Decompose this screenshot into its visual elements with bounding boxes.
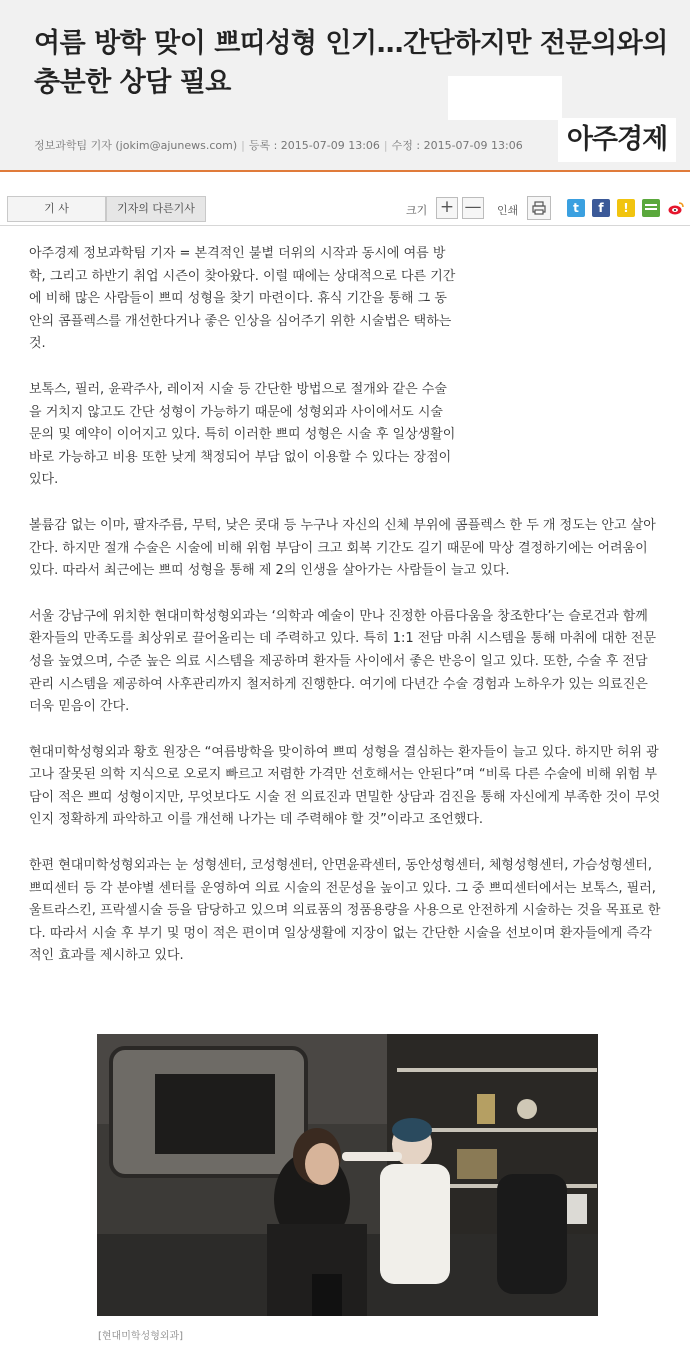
weibo-icon[interactable]	[667, 199, 685, 217]
band-icon[interactable]	[642, 199, 660, 217]
article-headline: 여름 방학 맞이 쁘띠성형 인기…간단하지만 전문의와의 충분한 상담 필요	[34, 28, 668, 98]
byline: 정보과학팀 기자 (jokim@ajunews.com) | 등록 : 2015-07-09 13:06 | 수정 : 2015-07-09 13:06	[34, 139, 523, 152]
headline-area	[0, 0, 690, 172]
ajunews-logo[interactable]: 아주경제	[558, 118, 676, 162]
paragraph: 서울 강남구에 위치한 현대미학성형외과는 ‘의학과 예술이 만나 진정한 아름다움을 창조한다’는 슬로건과 함께 환자들의 만족도를 최상위로 끌어올리는 데 주력하고 있다. 특히 1:1 전담 마취 시스템을 통해 마취에 대한 전문성을 높였으며, 수준 높은 의료 시스템을 제공하며 환자들 사이에서 좋은 반응이 일고 있다. 또한, 수술 후 전담 관리 시스템을 제공하여 사후관리까지 철저하게 진행한다. 여기에 다년간 수술 경험과 노하우가 있는 의료진은 더욱 믿음이 간다.	[29, 608, 657, 715]
paragraph: 현대미학성형외과 황호 원장은 “여름방학을 맞이하여 쁘띠 성형을 결심하는 환자들이 늘고 있다. 하지만 허위 광고나 잘못된 의학 지식으로 오로지 빠르고 저렴한 가격만 선호해서는 안된다”며 “비록 다른 수술에 비해 위험 부담이 적은 쁘띠 성형이지만, 무엇보다도 시술 전 의료진과 면밀한 상담과 검진을 통해 자신에게 부족한 것이 무엇인지 정확하게 파악하고 이를 개선해 나가는 데 주력해야 할 것”이라고 조언했다.	[29, 744, 661, 828]
print-label: 인쇄	[497, 204, 519, 217]
blank-ad-slot	[448, 76, 562, 120]
print-button[interactable]	[527, 196, 551, 220]
photo-caption: [현대미학성형외과]	[98, 1331, 184, 1342]
paragraph: 아주경제 정보과학팀 기자 = 본격적인 불볕 더위의 시작과 동시에 여름 방학, 그리고 하반기 취업 시즌이 찾아왔다. 이럴 때에는 상대적으로 다른 기간에 비해 많은 사람들이 쁘띠 성형을 찾기 마련이다. 휴식 기간을 통해 그 동안의 콤플렉스를 개선한다거나 좋은 인상을 심어주기 위한 시술법은 택하는 것.	[29, 246, 456, 352]
article-toolbar	[0, 192, 690, 226]
byline-author: 정보과학팀 기자 (jokim@ajunews.com)	[34, 139, 238, 152]
paragraph: 볼륨감 없는 이마, 팔자주름, 무턱, 낮은 콧대 등 누구나 자신의 신체 부위에 콤플렉스 한 두 개 정도는 안고 살아간다. 하지만 절개 수술은 시술에 비해 위험 부담이 크고 회복 기간도 길기 때문에 막상 결정하기에는 어려움이 있다. 따라서 최근에는 쁘띠 성형을 통해 제 2의 인생을 살아가는 사람들이 늘고 있다.	[29, 517, 656, 579]
font-size-label: 크기	[406, 204, 428, 217]
facebook-icon[interactable]: f	[592, 199, 610, 217]
byline-registered: 등록 : 2015-07-09 13:06	[248, 139, 380, 152]
tab-other-articles[interactable]: 기자의 다른기사	[106, 196, 206, 222]
printer-icon	[532, 201, 546, 215]
paragraph: 보톡스, 필러, 윤곽주사, 레이저 시술 등 간단한 방법으로 절개와 같은 수술을 거치지 않고도 간단 성형이 가능하기 때문에 성형외과 사이에서도 시술 문의 및 예약이 이어지고 있다. 특히 이러한 쁘띠 성형은 시술 후 일상생활이 바로 가능하고 비용 또한 낮게 책정되어 부담 없이 이용할 수 있다는 장점이 있다.	[29, 381, 456, 488]
paragraph: 한편 현대미학성형외과는 눈 성형센터, 코성형센터, 안면윤곽센터, 동안성형센터, 체형성형센터, 가슴성형센터, 쁘띠센터 등 각 분야별 센터를 운영하여 의료 시술의 전문성을 높이고 있다. 그 중 쁘띠센터에서는 보톡스, 필러, 울트라스킨, 프락셀시술 등을 담당하고 있으며 의료품의 정품용량을 사용으로 안전하게 시술하는 것을 목표로 한다. 따라서 시술 후 부기 및 멍이 적은 편이며 일상생활에 지장이 없는 간단한 시술을 선보이며 환자들에게 즉각적인 효과를 제시하고 있다.	[29, 858, 661, 964]
font-increase-button[interactable]: +	[436, 197, 458, 219]
twitter-icon[interactable]: t	[567, 199, 585, 217]
kakaostory-icon[interactable]: !	[617, 199, 635, 217]
tab-article[interactable]: 기 사	[7, 196, 106, 222]
byline-modified: 수정 : 2015-07-09 13:06	[391, 139, 523, 152]
article-photo	[97, 1034, 598, 1316]
article-body	[29, 243, 661, 991]
font-decrease-button[interactable]: —	[462, 197, 484, 219]
